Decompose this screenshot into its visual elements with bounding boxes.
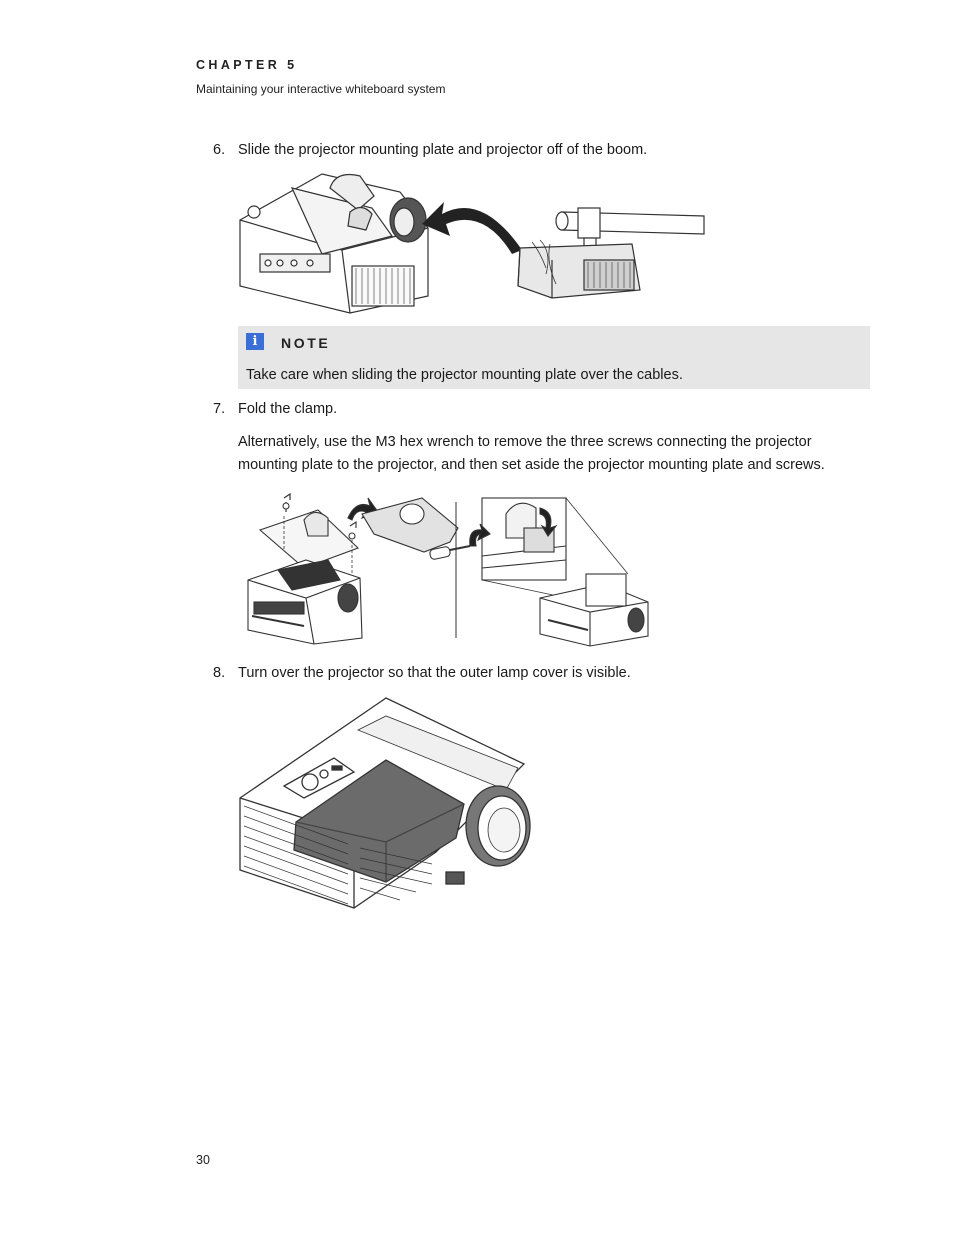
projector-lamp-cover-illustration xyxy=(236,694,532,922)
step-text: Fold the clamp. xyxy=(238,401,338,417)
note-box xyxy=(238,326,870,389)
info-icon: i xyxy=(246,333,264,350)
step-7-alternative: Alternatively, use the M3 hex wrench to remove the three screws connecting the projector mounting plate to the projector, and then set aside the projector mounting plate and screws. xyxy=(238,434,825,473)
step-number: 7. xyxy=(213,401,226,417)
mounting-plate-screws-illustration xyxy=(244,490,652,648)
page-number: 30 xyxy=(196,1153,210,1167)
note-heading: NOTE xyxy=(281,335,331,351)
step-8 xyxy=(213,665,631,681)
chapter-title: Maintaining your interactive whiteboard system xyxy=(196,82,446,96)
step-text: Slide the projector mounting plate and projector off of the boom. xyxy=(238,142,648,158)
step-text: Turn over the projector so that the outer lamp cover is visible. xyxy=(238,665,631,681)
note-text: Take care when sliding the projector mounting plate over the cables. xyxy=(246,367,683,383)
step-number: 8. xyxy=(213,665,226,681)
chapter-label: CHAPTER 5 xyxy=(196,58,298,72)
projector-removal-illustration xyxy=(232,168,712,316)
step-6 xyxy=(213,142,647,158)
step-7 xyxy=(213,401,337,417)
step-number: 6. xyxy=(213,142,226,158)
